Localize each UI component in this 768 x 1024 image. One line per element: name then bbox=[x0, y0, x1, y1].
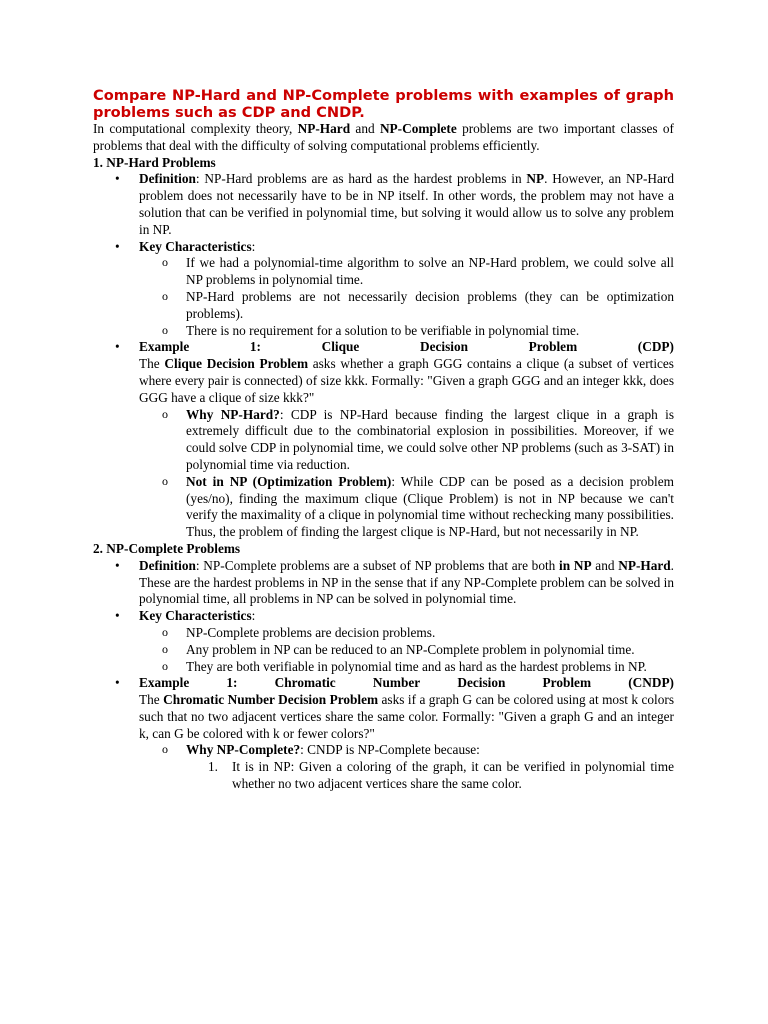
section-heading-np-hard: 1. NP-Hard Problems bbox=[93, 154, 216, 170]
list-item bbox=[139, 407, 674, 474]
definition-text: . However, an NP-Hard problem does not necessarily have to be in NP itself. In other words, the problem may not have a solution that can be verified in polynomial time, but solving it would allow us to solve any problem in NP. bbox=[139, 171, 674, 237]
list-item bbox=[139, 625, 674, 642]
key-characteristics-label: Key Characteristics bbox=[139, 608, 252, 624]
definition-text: . These are the hardest problems in NP in the sense that if any NP-Complete problem can be solved in polynomial time, all problems in NP can be solved in polynomial time. bbox=[139, 557, 674, 607]
definition-label: Definition bbox=[139, 557, 196, 573]
list-item-text: : CNDP is NP-Complete because: bbox=[300, 742, 480, 758]
circle-bullet-icon: o bbox=[162, 742, 168, 757]
list-item bbox=[139, 323, 674, 340]
bullet-icon: • bbox=[115, 675, 120, 691]
example-heading-word: Decision bbox=[419, 339, 468, 355]
cndp-reasons-list bbox=[186, 759, 674, 793]
circle-bullet-icon: o bbox=[162, 322, 168, 337]
example-heading-word: Clique bbox=[321, 339, 360, 355]
bullet-icon: • bbox=[115, 608, 120, 624]
list-item bbox=[139, 474, 674, 541]
example-description bbox=[139, 692, 674, 742]
list-item bbox=[139, 255, 674, 289]
np-complete-example-cndp bbox=[93, 675, 674, 793]
list-item-text: There is no requirement for a solution to be verifiable in polynomial time. bbox=[186, 322, 580, 338]
bullet-icon: • bbox=[115, 339, 120, 355]
numbered-item-text: It is in NP: Given a coloring of the graph, it can be verified in polynomial time whether no two adjacent vertices share the same color. bbox=[232, 759, 674, 792]
example-heading-word: Problem bbox=[542, 675, 592, 691]
example-heading-word: Example bbox=[139, 339, 190, 355]
circle-bullet-icon: o bbox=[162, 641, 168, 656]
list-item-text: : While CDP can be posed as a decision problem (yes/no), finding the maximum clique (Clique Problem) is not in NP because we can't verify the maximality of a clique in polynomial time without rechecking many possibilities. Thus, the problem of finding the largest clique is NP-Hard, but not necessarily in NP. bbox=[186, 473, 674, 540]
intro-text: problems are two important classes of problems that deal with the difficulty of solving computational problems efficiently. bbox=[93, 121, 674, 153]
example-text: The bbox=[139, 356, 165, 372]
bullet-icon: • bbox=[115, 238, 120, 254]
example-text: asks whether a graph GGG contains a clique (a subset of vertices where every pair is connected) of size kkk. Formally: "Given a graph GGG and an integer kkk, does GGG have a clique of size kkk?" bbox=[139, 356, 674, 405]
list-item bbox=[139, 289, 674, 323]
example-heading-word: 1: bbox=[249, 339, 261, 355]
definition-text: : NP-Complete problems are a subset of NP problems that are both bbox=[195, 557, 560, 573]
document-page bbox=[93, 87, 674, 793]
circle-bullet-icon: o bbox=[162, 406, 168, 421]
key-characteristics-label: Key Characteristics bbox=[139, 238, 252, 254]
np-complete-key-characteristics bbox=[93, 608, 674, 675]
np-complete-definition bbox=[93, 558, 674, 608]
section-heading-np-complete: 2. NP-Complete Problems bbox=[93, 540, 241, 556]
definition-bold-np-hard: NP-Hard bbox=[618, 557, 671, 573]
colon: : bbox=[251, 608, 256, 624]
list-item-text: : CDP is NP-Hard because finding the largest clique in a graph is extremely difficult due to the combinatorial explosion in possibilities. Moreover, if we could solve CDP in polynomial time, we could solve other NP problems (such as 3-SAT) in polynomial time via reduction. bbox=[186, 406, 674, 472]
example-heading-word: Number bbox=[372, 675, 421, 691]
example-heading-word: (CDP) bbox=[637, 339, 674, 355]
example-bold-problem-name: Clique Decision Problem bbox=[164, 356, 309, 372]
colon: : bbox=[251, 238, 256, 254]
not-in-np-label: Not in NP (Optimization Problem) bbox=[186, 473, 392, 489]
document-title: Compare NP-Hard and NP-Complete problems with examples of graph problems such as CDP and CNDP. bbox=[93, 87, 674, 121]
list-item-text: They are both verifiable in polynomial time and as hard as the hardest problems in NP. bbox=[186, 658, 647, 674]
np-hard-characteristics-list bbox=[139, 255, 674, 339]
list-item bbox=[139, 642, 674, 659]
example-text: The bbox=[139, 692, 164, 708]
circle-bullet-icon: o bbox=[162, 288, 168, 303]
cdp-details-list bbox=[139, 407, 674, 541]
numbered-item bbox=[186, 759, 674, 793]
np-hard-example-cdp bbox=[93, 339, 674, 541]
example-heading-word: Example bbox=[139, 675, 190, 691]
intro-bold-np-hard: NP-Hard bbox=[297, 121, 351, 136]
list-item-text: If we had a polynomial-time algorithm to solve an NP-Hard problem, we could solve all NP problems in polynomial time. bbox=[186, 255, 674, 288]
intro-text: and bbox=[350, 121, 380, 136]
circle-bullet-icon: o bbox=[162, 624, 168, 639]
list-item-text: NP-Complete problems are decision problems. bbox=[186, 624, 436, 640]
definition-bold-in-np: in NP bbox=[559, 557, 592, 573]
definition-label: Definition bbox=[139, 171, 196, 187]
example-heading-word: (CNDP) bbox=[628, 675, 674, 691]
np-complete-characteristics-list bbox=[139, 625, 674, 675]
item-number: 1. bbox=[208, 759, 218, 775]
circle-bullet-icon: o bbox=[162, 255, 168, 270]
intro-text: In computational complexity theory, bbox=[93, 121, 298, 136]
list-item bbox=[139, 742, 674, 792]
example-heading bbox=[139, 675, 674, 692]
list-item-text: Any problem in NP can be reduced to an NP-Complete problem in polynomial time. bbox=[186, 641, 635, 657]
bullet-icon: • bbox=[115, 171, 120, 187]
circle-bullet-icon: o bbox=[162, 658, 168, 673]
example-heading-word: Chromatic bbox=[274, 675, 336, 691]
example-heading bbox=[139, 339, 674, 356]
circle-bullet-icon: o bbox=[162, 473, 168, 488]
intro-paragraph bbox=[93, 121, 674, 155]
definition-bold-np: NP bbox=[526, 171, 545, 187]
example-heading-word: Problem bbox=[528, 339, 578, 355]
cndp-details-list bbox=[139, 742, 674, 792]
example-heading-word: Decision bbox=[457, 675, 506, 691]
np-complete-list bbox=[93, 558, 674, 793]
list-item-text: NP-Hard problems are not necessarily decision problems (they can be optimization problems). bbox=[186, 288, 674, 321]
definition-text: and bbox=[591, 557, 619, 573]
np-hard-list bbox=[93, 171, 674, 541]
example-heading-word: 1: bbox=[226, 675, 238, 691]
intro-bold-np-complete: NP-Complete bbox=[379, 121, 457, 136]
why-np-hard-label: Why NP-Hard? bbox=[186, 406, 280, 422]
example-description bbox=[139, 356, 674, 406]
list-item bbox=[139, 659, 674, 676]
bullet-icon: • bbox=[115, 557, 120, 573]
definition-text: : NP-Hard problems are as hard as the hardest problems in bbox=[195, 171, 527, 187]
example-text: asks if a graph G can be colored using at most k colors such that no two adjacent vertices share the same color. Formally: "Given a graph G and an integer k, can G be colored with k or fewer colors?" bbox=[139, 692, 674, 741]
np-hard-key-characteristics bbox=[93, 239, 674, 340]
example-bold-problem-name: Chromatic Number Decision Problem bbox=[163, 692, 379, 708]
why-np-complete-label: Why NP-Complete? bbox=[186, 742, 301, 758]
np-hard-definition bbox=[93, 171, 674, 238]
